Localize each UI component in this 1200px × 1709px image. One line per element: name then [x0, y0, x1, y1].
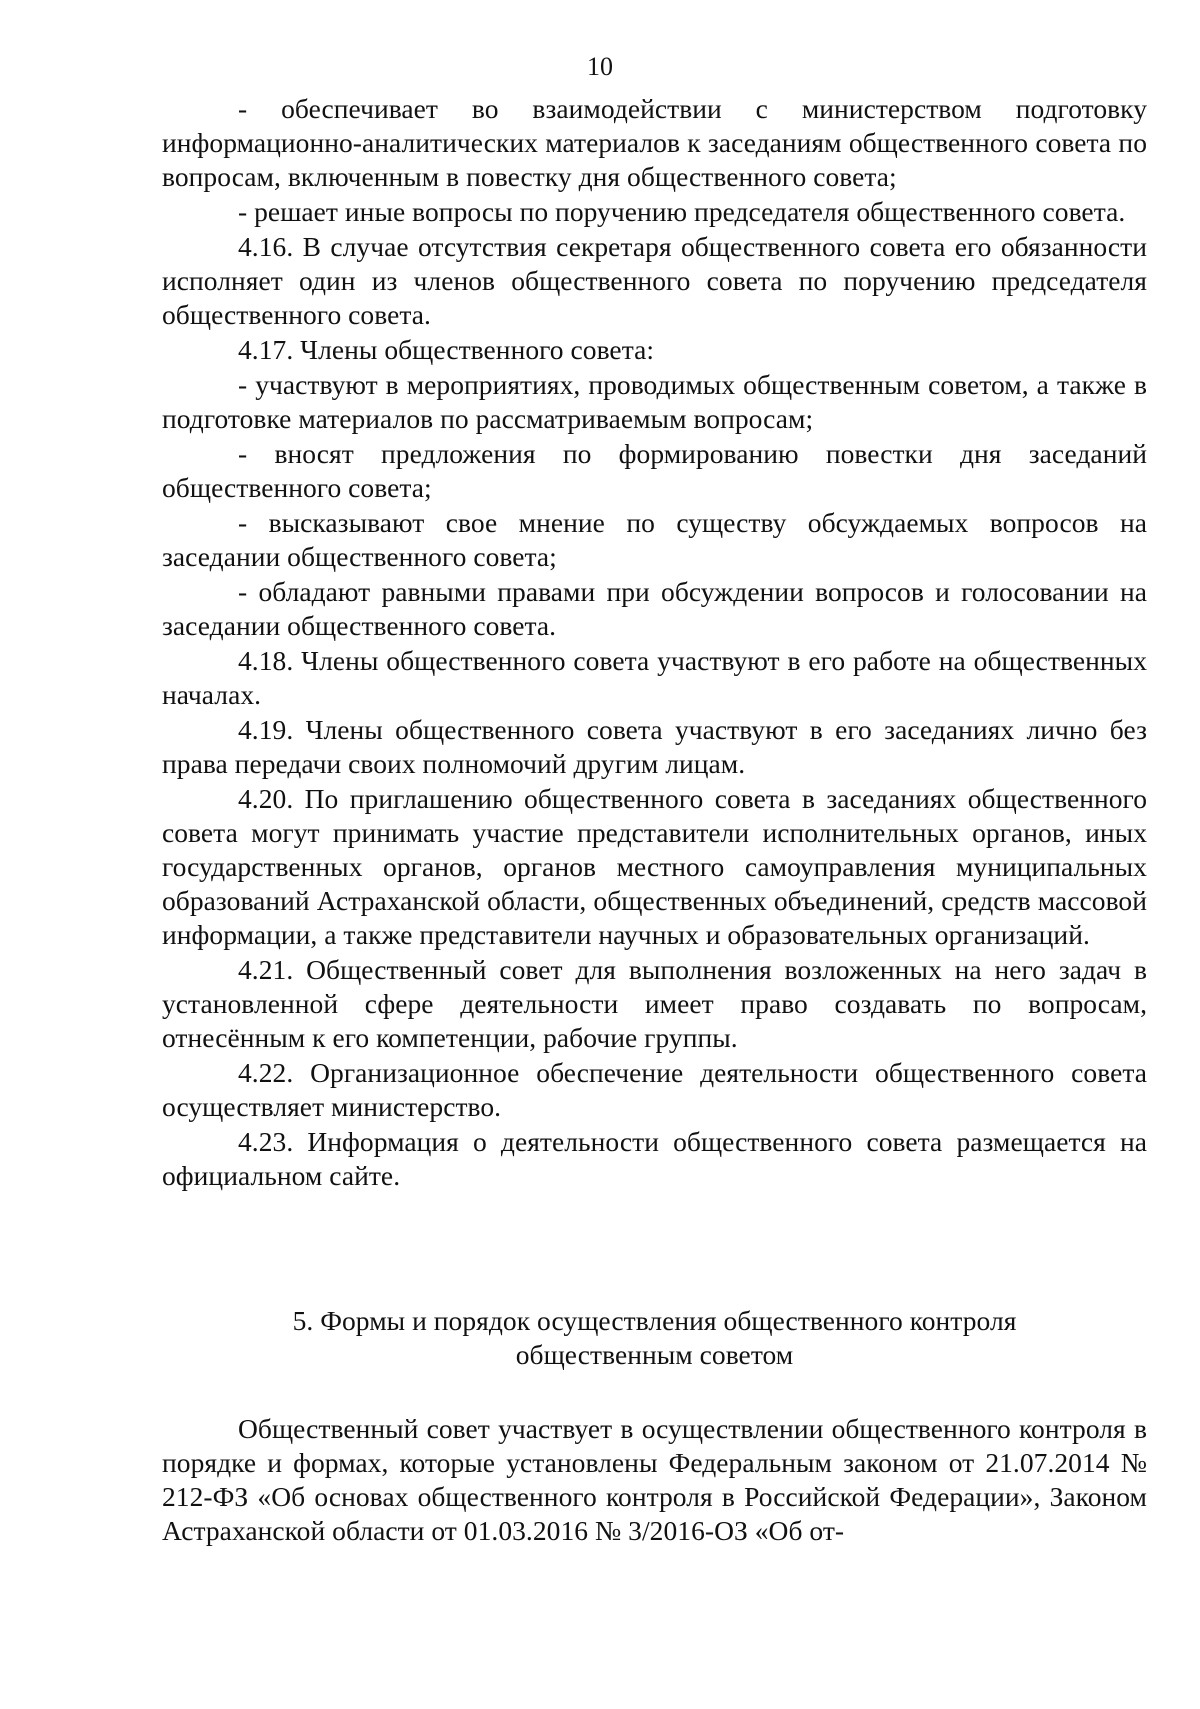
- paragraph: 4.19. Члены общественного совета участвуют в его заседаниях лично без права передачи своих полномочий другим лицам.: [162, 714, 1147, 779]
- paragraph: Общественный совет участвует в осуществлении общественного контроля в порядке и формах, которые установлены Федеральным законом от 21.07.2014 № 212-ФЗ «Об основах общественного контроля в Российской Федерации», Законом Астраханской области от 01.03.2016 № 3/2016-ОЗ «Об от-: [162, 1413, 1147, 1546]
- paragraph: - вносят предложения по формированию повестки дня заседаний общественного совета;: [162, 438, 1147, 503]
- paragraph: 4.23. Информация о деятельности общественного совета размещается на официальном сайте.: [162, 1126, 1147, 1191]
- paragraph: 4.18. Члены общественного совета участвуют в его работе на общественных началах.: [162, 645, 1147, 710]
- section-heading-line: 5. Формы и порядок осуществления общественного контроля: [292, 1305, 1017, 1336]
- paragraph: 4.20. По приглашению общественного совета в заседаниях общественного совета могут принимать участие представители исполнительных органов, иных государственных органов, органов местного самоуправления муниципальных образований Астраханской области, общественных объединений, средств массовой информации, а также представители научных и образовательных организаций.: [162, 783, 1147, 950]
- paragraph: 4.16. В случае отсутствия секретаря общественного совета его обязанности исполняет один из членов общественного совета по поручению председателя общественного совета.: [162, 231, 1147, 330]
- paragraph: - высказывают свое мнение по существу обсуждаемых вопросов на заседании общественного совета;: [162, 507, 1147, 572]
- paragraph: - решает иные вопросы по поручению председателя общественного совета.: [238, 196, 1126, 227]
- paragraph: 4.22. Организационное обеспечение деятельности общественного совета осуществляет министерство.: [162, 1057, 1147, 1122]
- document-body: [162, 92, 1147, 1194]
- paragraph: - обладают равными правами при обсуждении вопросов и голосовании на заседании общественного совета.: [162, 576, 1147, 641]
- page-number: 10: [586, 52, 614, 81]
- section-body: [162, 1412, 1147, 1548]
- section-heading: [162, 1304, 1147, 1372]
- paragraph: - обеспечивает во взаимодействии с министерством подготовку информационно-аналитических материалов к заседаниям общественного совета по вопросам, включенным в повестку дня общественного совета;: [162, 93, 1147, 192]
- paragraph: 4.21. Общественный совет для выполнения возложенных на него задач в установленной сфере деятельности имеет право создавать по вопросам, отнесённым к его компетенции, рабочие группы.: [162, 954, 1147, 1053]
- paragraph: 4.17. Члены общественного совета:: [238, 334, 655, 365]
- section-heading-line: общественным советом: [515, 1339, 794, 1370]
- paragraph: - участвуют в мероприятиях, проводимых общественным советом, а также в подготовке материалов по рассматриваемым вопросам;: [162, 369, 1147, 434]
